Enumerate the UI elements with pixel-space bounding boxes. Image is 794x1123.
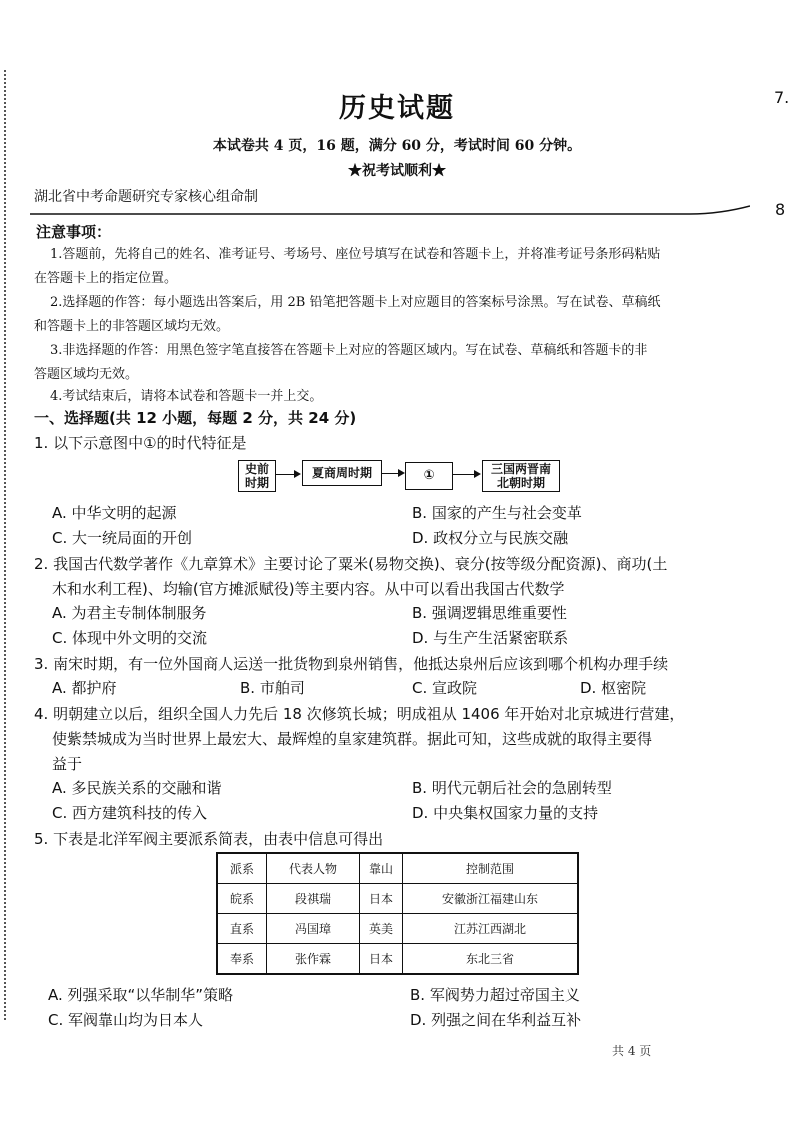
- table-cell: 江苏江西湖北: [403, 914, 579, 944]
- table-cell: 奉系: [217, 944, 267, 975]
- q2-option-c: C. 体现中外文明的交流: [52, 629, 208, 647]
- notice-item-3-line2: 答题区域均无效。: [34, 367, 139, 382]
- table-cell: 直系: [217, 914, 267, 944]
- q4-option-b: B. 明代元朝后社会的急剧转型: [412, 779, 612, 797]
- author-line: 湖北省中考命题研究专家核心组命制: [34, 189, 258, 205]
- table-header-cell: 代表人物: [267, 853, 360, 884]
- table-header-cell: 控制范围: [403, 853, 579, 884]
- q2-option-d: D. 与生产生活紧密联系: [412, 629, 569, 647]
- notice-item-4: 4.考试结束后，请将本试卷和答题卡一并上交。: [50, 389, 323, 404]
- table-cell: 皖系: [217, 884, 267, 914]
- notice-item-1-line1: 1.答题前，先将自己的姓名、准考证号、考场号、座位号填写在试卷和答题卡上，并将准考证号条形码粘贴: [50, 247, 661, 262]
- question-4-line2: 使紫禁城成为当时世界上最宏大、最辉煌的皇家建筑群。据此可知，这些成就的取得主要得: [52, 730, 653, 748]
- table-cell: 张作霖: [267, 944, 360, 975]
- q5-option-b: B. 军阀势力超过帝国主义: [410, 986, 580, 1004]
- warlord-table: [216, 852, 579, 975]
- q2-option-b: B. 强调逻辑思维重要性: [412, 604, 567, 622]
- notice-item-3-line1: 3.非选择题的作答：用黑色签字笔直接答在答题卡上对应的答题区域内。写在试卷、草稿纸和答题卡的非: [50, 343, 648, 358]
- q3-option-b: B. 市舶司: [240, 679, 305, 697]
- question-2-line2: 木和水利工程)、均输(官方摊派赋役)等主要内容。从中可以看出我国古代数学: [52, 580, 565, 598]
- notice-item-1-line2: 在答题卡上的指定位置。: [34, 271, 178, 286]
- margin-mark-8: 8: [775, 200, 786, 219]
- arrow-icon: [452, 474, 479, 475]
- q3-option-d: D. 枢密院: [580, 679, 647, 697]
- q5-option-a: A. 列强采取“以华制华”策略: [48, 986, 234, 1004]
- q2-option-a: A. 为君主专制体制服务: [52, 604, 207, 622]
- q1-option-d: D. 政权分立与民族交融: [412, 529, 569, 547]
- question-3-line1: 3. 南宋时期，有一位外国商人运送一批货物到泉州销售，他抵达泉州后应该到哪个机构办理手续: [34, 655, 669, 673]
- question-4-line1: 4. 明朝建立以后，组织全国人力先后 18 次修筑长城；明成祖从 1406 年开始对北京城进行营建，: [34, 705, 685, 723]
- timeline-box-three-kingdoms: 三国两晋南 北朝时期: [482, 460, 560, 492]
- table-cell: 冯国璋: [267, 914, 360, 944]
- binding-dotted-line: [4, 70, 10, 1020]
- table-cell: 日本: [360, 944, 403, 975]
- page-title: 历史试题: [339, 93, 455, 124]
- table-cell: 日本: [360, 884, 403, 914]
- table-row: [217, 944, 578, 975]
- table-cell: 东北三省: [403, 944, 579, 975]
- notice-item-2-line1: 2.选择题的作答：每小题选出答案后，用 2B 铅笔把答题卡上对应题目的答案标号涂黑。写在试卷、草稿纸: [50, 295, 661, 310]
- table-cell: 英美: [360, 914, 403, 944]
- q1-option-c: C. 大一统局面的开创: [52, 529, 193, 547]
- arrow-icon: [381, 473, 403, 474]
- table-header-cell: 靠山: [360, 853, 403, 884]
- table-header-row: [217, 853, 578, 884]
- question-1-stem: 1. 以下示意图中①的时代特征是: [34, 434, 247, 452]
- q3-option-a: A. 都护府: [52, 679, 117, 697]
- exam-info: 本试卷共 4 页，16 题，满分 60 分，考试时间 60 分钟。: [212, 138, 582, 154]
- table-header-cell: 派系: [217, 853, 267, 884]
- table-row: [217, 914, 578, 944]
- notice-heading: 注意事项：: [36, 223, 112, 241]
- page-footer: 共 4 页: [612, 1044, 652, 1058]
- question-5-line1: 5. 下表是北洋军阀主要派系简表，由表中信息可得出: [34, 830, 384, 848]
- q1-option-a: A. 中华文明的起源: [52, 504, 177, 522]
- notice-item-2-line2: 和答题卡上的非答题区域均无效。: [34, 319, 230, 334]
- q4-option-d: D. 中央集权国家力量的支持: [412, 804, 599, 822]
- question-4-line3: 益于: [52, 755, 83, 773]
- margin-mark-7: 7.: [774, 88, 790, 107]
- table-cell: 段祺瑞: [267, 884, 360, 914]
- timeline-box-xia-shang-zhou: 夏商周时期: [302, 460, 382, 486]
- arrow-icon: [275, 474, 299, 475]
- header-divider: [30, 204, 750, 226]
- q1-option-b: B. 国家的产生与社会变革: [412, 504, 582, 522]
- question-2-line1: 2. 我国古代数学著作《九章算术》主要讨论了粟米(易物交换)、衰分(按等级分配资源)、商功(土: [34, 555, 668, 573]
- q4-option-c: C. 西方建筑科技的传入: [52, 804, 208, 822]
- q3-option-c: C. 宣政院: [412, 679, 478, 697]
- timeline-box-blank: ①: [405, 462, 453, 490]
- q5-option-d: D. 列强之间在华利益互补: [410, 1011, 582, 1029]
- q5-option-c: C. 军阀靠山均为日本人: [48, 1011, 204, 1029]
- section-heading: 一、选择题(共 12 小题，每题 2 分，共 24 分): [34, 409, 357, 427]
- timeline-box-prehistory: 史前 时期: [238, 460, 276, 492]
- q4-option-a: A. 多民族关系的交融和谐: [52, 779, 222, 797]
- table-cell: 安徽浙江福建山东: [403, 884, 579, 914]
- table-row: [217, 884, 578, 914]
- good-luck-line: ★祝考试顺利★: [348, 163, 446, 179]
